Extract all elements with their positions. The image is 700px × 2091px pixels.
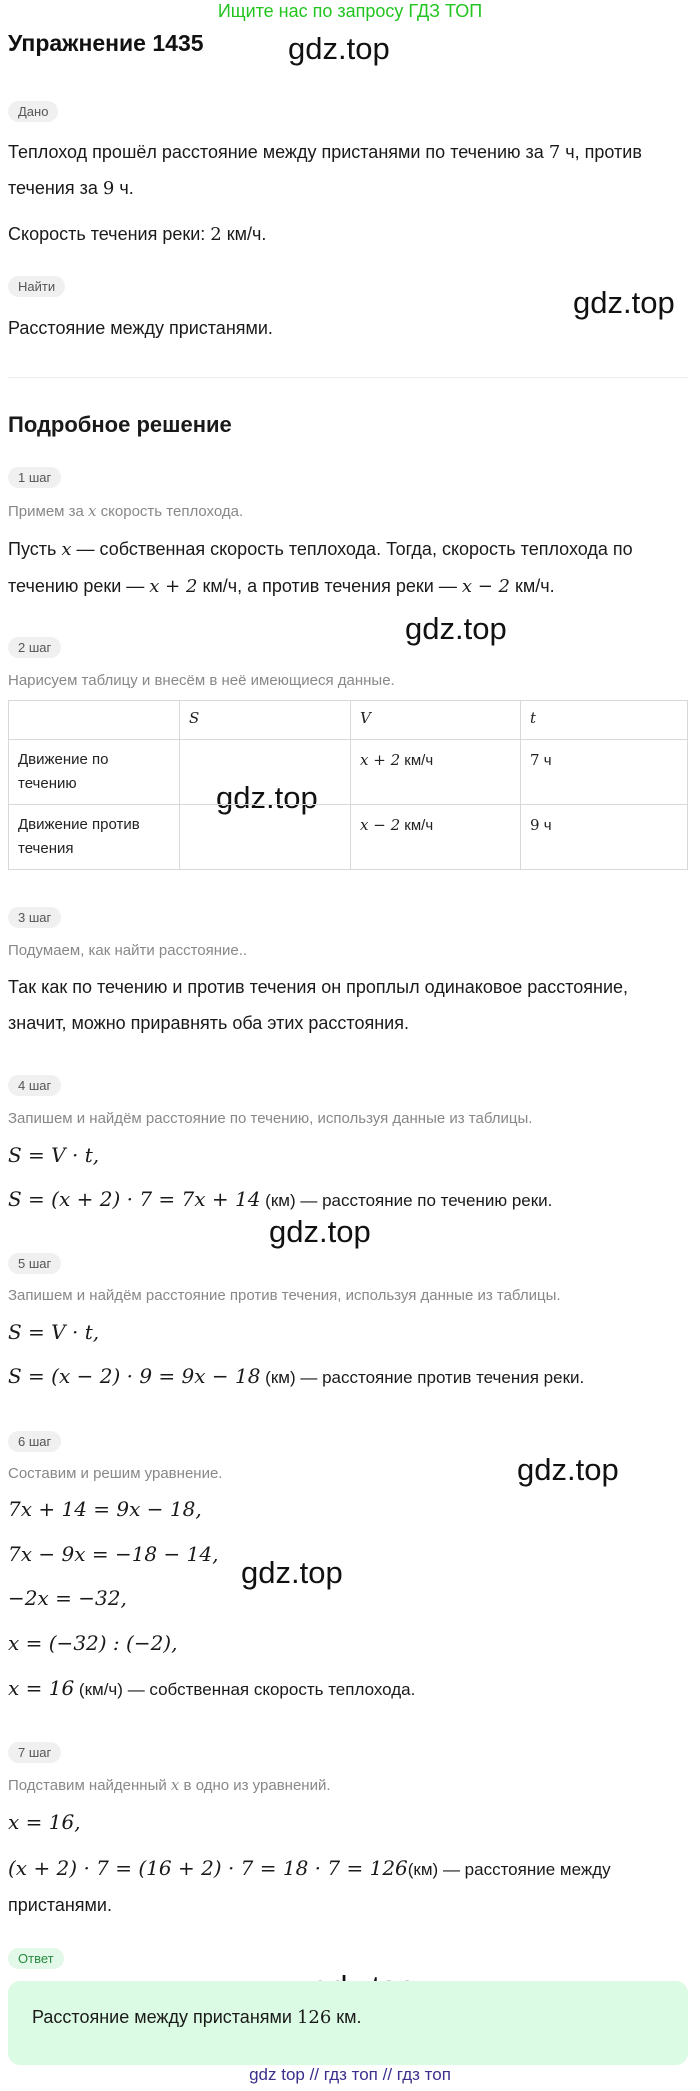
table-cell [180,740,351,805]
promo-banner: Ищите нас по запросу ГДЗ ТОП [217,1,483,21]
step-3-hint: Подумаем, как найти расстояние.. [8,942,248,959]
step-5-label: 5 шаг [8,1253,61,1274]
step-7-label: 7 шаг [8,1742,61,1763]
watermark: gdz.top [573,285,675,320]
step-6-equation-4: x = (−32) : (−2), [8,1631,178,1655]
step-5-hint: Запишем и найдём расстояние против течения, используя данные из таблицы. [8,1287,561,1304]
step-7-equation-2-cont: пристанями. [8,1895,112,1915]
answer-label: Ответ [8,1948,64,1969]
given-line-1: Теплоход прошёл расстояние между пристанями по течению за 7 ч, против [8,142,642,163]
divider [8,377,688,378]
given-line-2: течения за 9 ч. [8,178,134,199]
watermark: gdz.top [288,31,390,66]
step-6-hint: Составим и решим уравнение. [8,1465,223,1482]
watermark: gdz.top [517,1452,619,1487]
table-cell [180,805,351,870]
table-cell: 7 ч [521,740,688,805]
footer-links[interactable]: gdz top // гдз топ // гдз топ [249,2065,451,2084]
step-2-label: 2 шаг [8,637,61,658]
step-6-label: 6 шаг [8,1431,61,1452]
watermark: gdz.top [405,611,507,646]
step-1-hint: Примем за x скорость теплохода. [8,502,244,520]
watermark: gdz.top [241,1555,343,1590]
table-cell: x − 2 км/ч [351,805,521,870]
data-table [8,700,688,870]
table-row [9,740,688,805]
table-row [9,805,688,870]
table-cell: Движение против течения [9,805,180,870]
answer-text: Расстояние между пристанями 126 км. [32,2007,362,2028]
step-1-text-1: Пусть x — собственная скорость теплохода. Тогда, скорость теплохода по [8,539,633,560]
table-header-cell: t [521,701,688,740]
step-6-equation-3: −2x = −32, [8,1586,127,1610]
table-cell: 9 ч [521,805,688,870]
page-title: Упражнение 1435 [8,30,204,56]
table-cell: x + 2 км/ч [351,740,521,805]
watermark: gdz.top [216,780,318,815]
step-7-hint: Подставим найденный x в одно из уравнений. [8,1776,331,1794]
step-6-equation-1: 7x + 14 = 9x − 18, [8,1497,202,1521]
step-4-hint: Запишем и найдём расстояние по течению, используя данные из таблицы. [8,1110,533,1127]
table-header-cell: V [351,701,521,740]
step-2-hint: Нарисуем таблицу и внесём в неё имеющиеся данные. [8,672,395,689]
step-1-text-2: течению реки — x + 2 км/ч, а против течения реки — x − 2 км/ч. [8,576,555,597]
given-label: Дано [8,101,58,122]
find-label: Найти [8,276,65,297]
solution-title: Подробное решение [8,412,232,437]
step-7-equation-2: (x + 2) · 7 = (16 + 2) · 7 = 18 · 7 = 126(км) — расстояние между [8,1856,611,1880]
step-4-equation-1: S = V · t, [8,1143,100,1167]
step-5-equation-2: S = (x − 2) · 9 = 9x − 18 (км) — расстояние против течения реки. [8,1364,585,1388]
step-6-equation-5: x = 16 (км/ч) — собственная скорость теплохода. [8,1676,416,1700]
step-1-label: 1 шаг [8,467,61,488]
find-text: Расстояние между пристанями. [8,318,273,338]
step-4-equation-2: S = (x + 2) · 7 = 7x + 14 (км) — расстояние по течению реки. [8,1187,553,1211]
watermark: gdz.top [269,1214,371,1249]
step-3-label: 3 шаг [8,907,61,928]
table-header-row [9,701,688,740]
table-header-cell [9,701,180,740]
step-4-label: 4 шаг [8,1075,61,1096]
table-cell: Движение по течению [9,740,180,805]
given-line-3: Скорость течения реки: 2 км/ч. [8,224,267,245]
step-3-text-1: Так как по течению и против течения он проплыл одинаковое расстояние, [8,977,629,997]
step-6-equation-2: 7x − 9x = −18 − 14, [8,1542,219,1566]
table-header-cell: S [180,701,351,740]
step-7-equation-1: x = 16, [8,1810,81,1834]
step-3-text-2: значит, можно приравнять оба этих расстояния. [8,1013,409,1033]
step-5-equation-1: S = V · t, [8,1320,100,1344]
